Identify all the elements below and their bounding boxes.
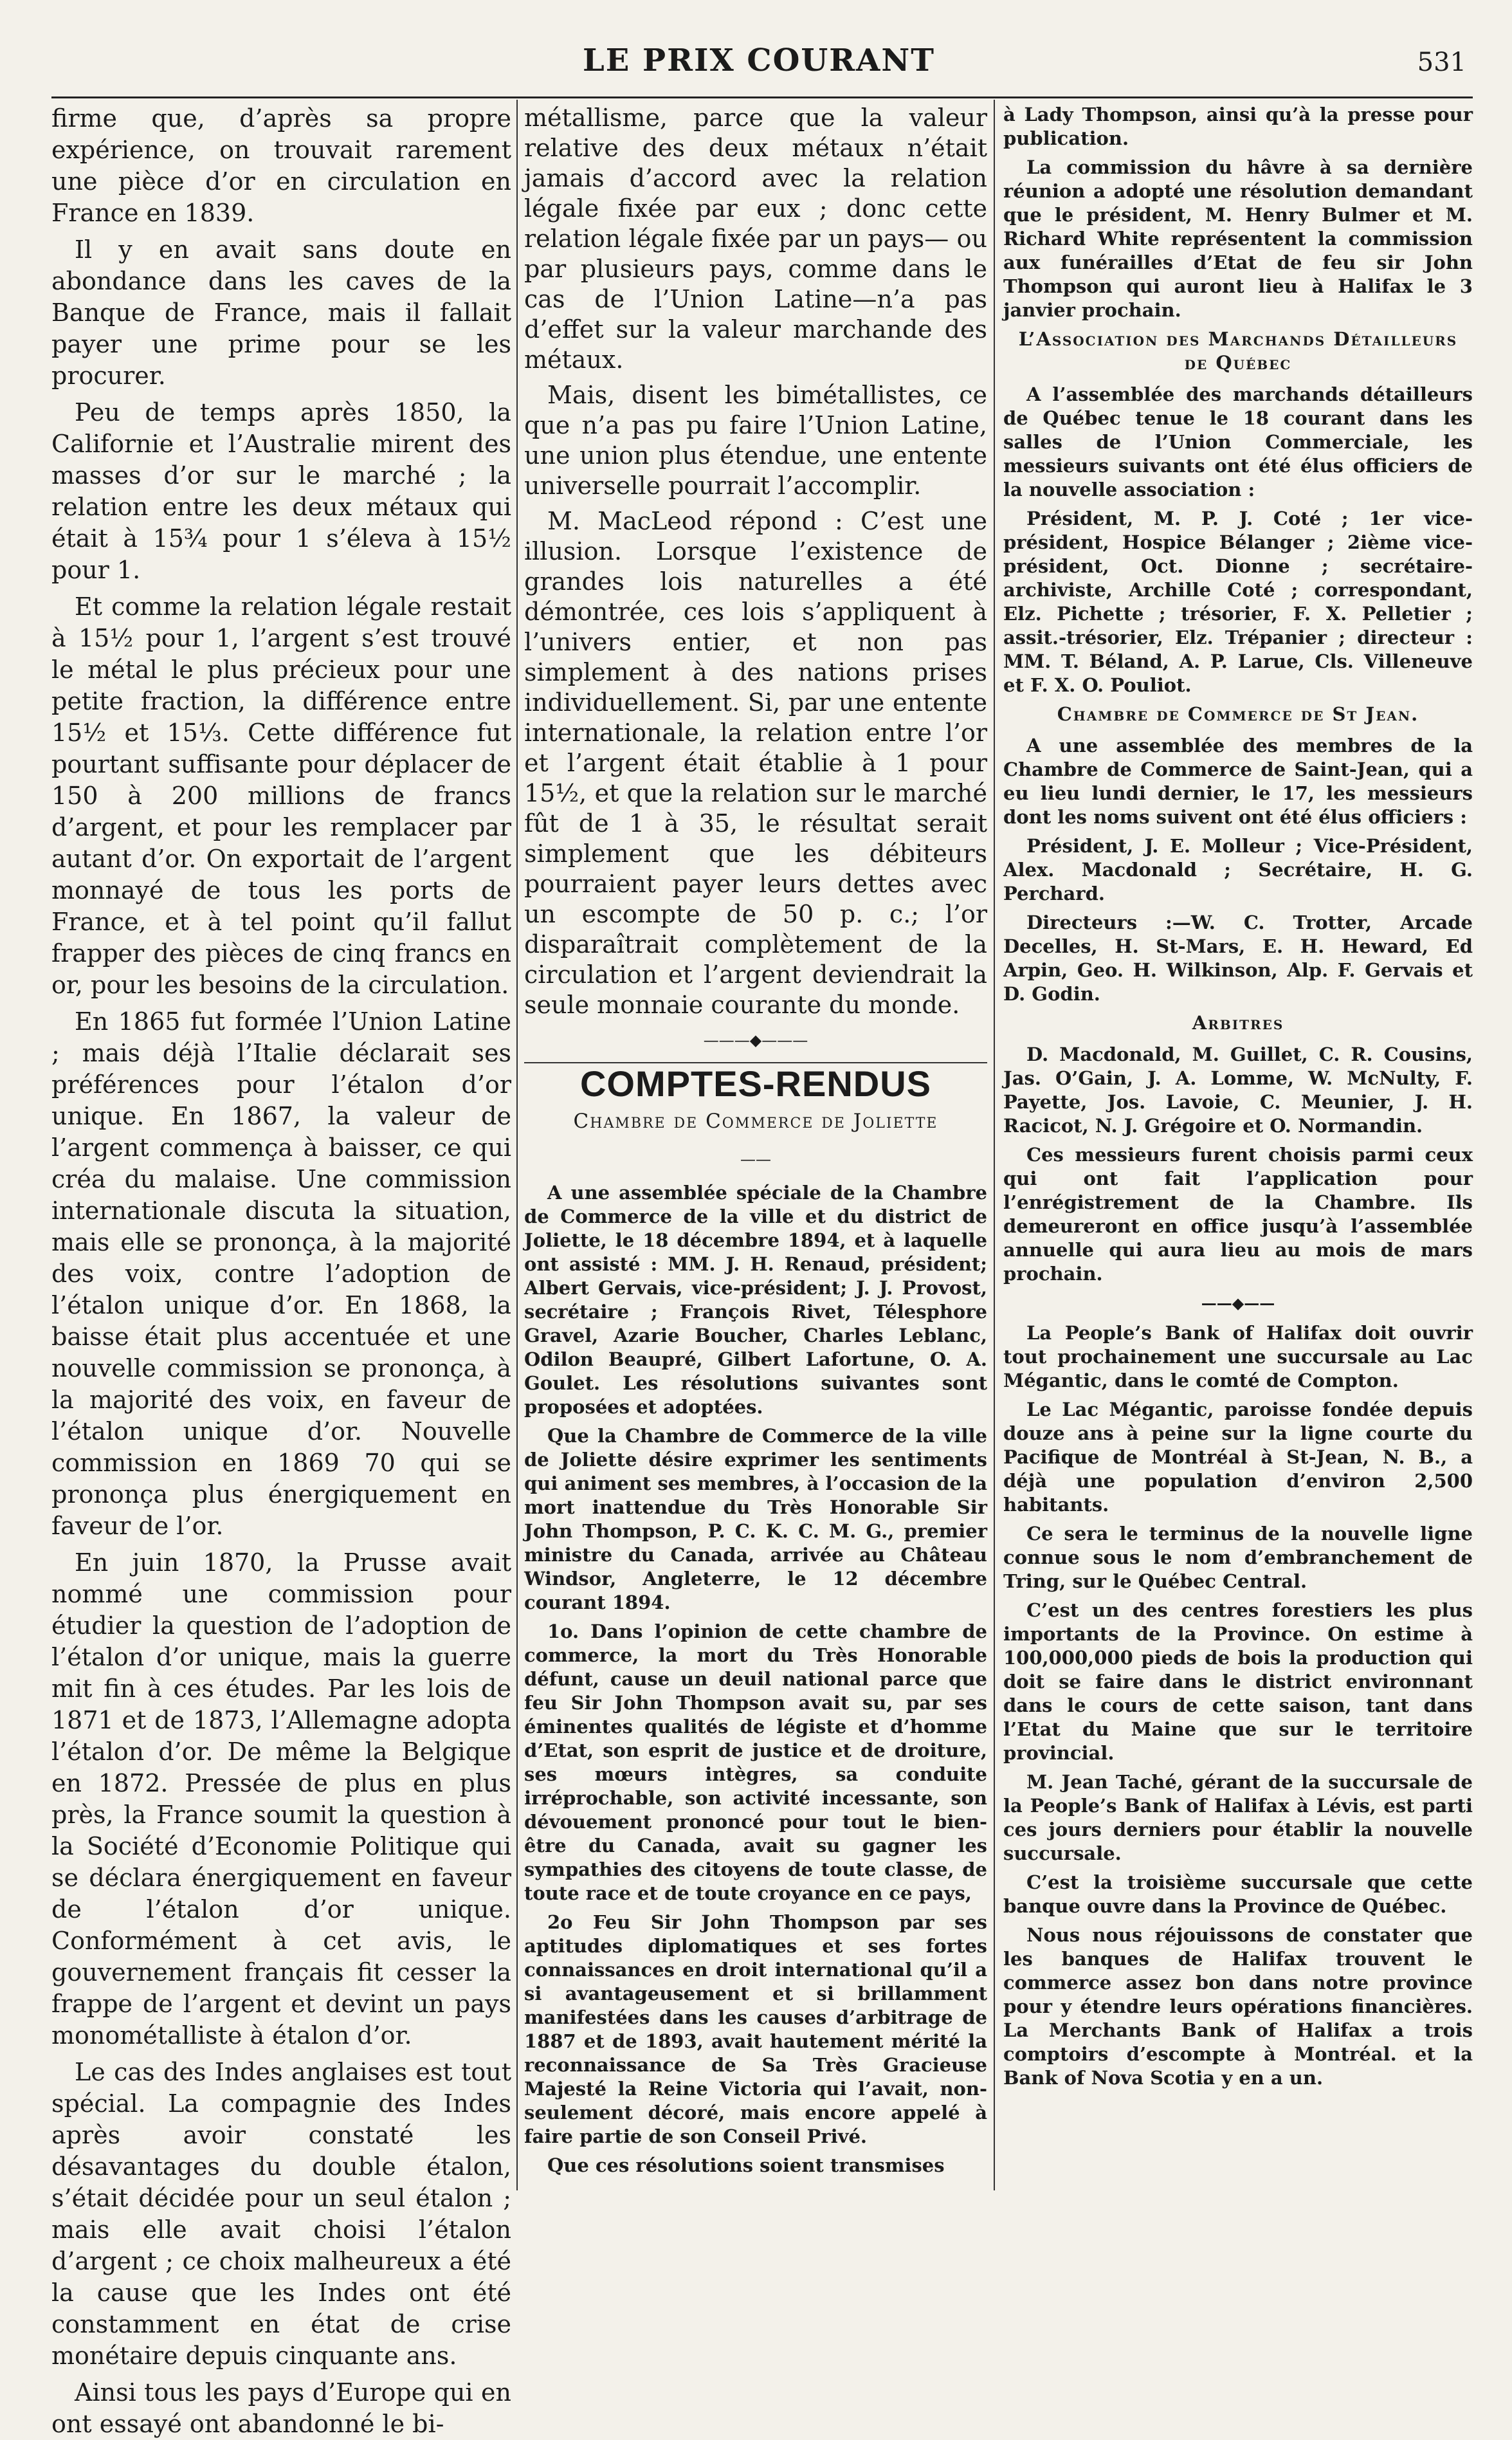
- paragraph: C’est un des centres forestiers les plus importants de la Province. On estime à 100,000,000 pieds de bois la production qui doit se faire dans le district environnant dans le cours de cette saison, tant dans l’Etat du Maine que sur le territoire provincial.: [1003, 1599, 1473, 1764]
- paragraph: Et comme la relation légale restait à 15½ pour 1, l’argent s’est trouvé le métal le plus précieux pour une petite fraction, la différence entre 15½ et 15⅓. Cette différence fut pourtant suffisante pour déplacer de 150 à 200 millions de francs d’argent, et pour les remplacer par autant d’or. On exportait de l’argent monnayé de tous les ports de France, et à tel point qu’il fallut frapper des pièces de cinq francs en or, pour les besoins de la circulation.: [51, 592, 511, 999]
- paragraph: En juin 1870, la Prusse avait nommé une commission pour étudier la question de l’adoption de l’étalon d’or unique, mais la guerre mit fin à ces études. Par les lois de 1871 et de 1873, l’Allemagne adopta l’étalon d’or. De même la Belgique en 1872. Pressée de plus en plus près, la France soumit la question à la Société d’Economie Politique qui se déclara énergiquement en faveur de l’étalon d’or unique. Conformément à cet avis, le gouvernement français fit cesser la frappe de l’argent et devint un pays monométalliste à étalon d’or.: [51, 1548, 511, 2050]
- divider-ornament: ———◆———: [703, 1031, 808, 1049]
- paragraph: C’est la troisième succursale que cette banque ouvre dans la Province de Québec.: [1003, 1871, 1473, 1917]
- paragraph: Peu de temps après 1850, la Californie et l’Australie mirent des masses d’or sur le marché ; la relation entre les deux métaux qui était à 15¾ pour 1 s’éleva à 15½ pour 1.: [51, 398, 511, 584]
- paragraph: A une assemblée spéciale de la Chambre de Commerce de la ville et du district de Joliette, le 18 décembre 1894, et à laquelle ont assisté : MM. J. H. Renaud, président; Albert Gervais, vice-président; J. J. Provost, secrétaire ; François Rivet, Télesphore Gravel, Azarie Boucher, Charles Leblanc, Odilon Beaupré, Gilbert Lafortune, O. A. Goulet. Les résolutions suivantes sont proposées et adoptées.: [524, 1182, 987, 1418]
- column-1: [51, 103, 511, 2438]
- paragraph: Président, J. E. Molleur ; Vice-Président, Alex. Macdonald ; Secrétaire, H. G. Perchard.: [1003, 835, 1473, 904]
- subsection-title: Arbitres: [1192, 1012, 1284, 1034]
- page-number: 531: [1417, 48, 1466, 77]
- column-divider-1: [516, 100, 518, 2190]
- paragraph: Le Lac Mégantic, paroisse fondée depuis douze ans à peine sur la ligne courte du Pacifique de Montréal à St-Jean, N. B., a déjà une population d’environ 2,500 habitants.: [1003, 1399, 1473, 1516]
- paragraph: 2o Feu Sir John Thompson par ses aptitudes diplomatiques et ses fortes connaissances en droit international qu’il a si avantageusement et si brillamment manifestées dans les causes d’arbitrage de 1887 et de 1893, avait hautement mérité la reconnaissance de Sa Très Gracieuse Majesté la Reine Victoria qui l’avait, non-seulement décoré, mais encore appelé à faire partie de son Conseil Privé.: [524, 1911, 987, 2147]
- section-title: COMPTES-RENDUS: [524, 1062, 987, 1099]
- paragraph: En 1865 fut formée l’Union Latine ; mais déjà l’Italie déclarait ses préférences pour l’étalon d’or unique. En 1867, la valeur de l’argent commença à baisser, ce qui créa du malaise. Une commission internationale discuta la situation, mais elle se prononça, à la majorité des voix, contre l’adoption de l’étalon unique d’or. En 1868, la baisse était plus accentuée et une nouvelle commission se prononça, à la majorité des voix, en faveur de l’étalon unique d’or. Nouvelle commission en 1869 70 qui se prononça plus énergiquement en faveur de l’or.: [51, 1007, 511, 1540]
- paragraph: Que la Chambre de Commerce de la ville de Joliette désire exprimer les sentiments qui animent ses membres, à l’occasion de la mort inattendue du Très Honorable Sir John Thompson, P. C. K. C. M. G., premier ministre du Canada, arrivée au Château Windsor, Angleterre, le 12 décembre courant 1894.: [524, 1425, 987, 1613]
- paragraph: Il y en avait sans doute en abondance dans les caves de la Banque de France, mais il fallait payer une prime pour se les procurer.: [51, 235, 511, 390]
- journal-title: LE PRIX COURANT: [582, 42, 936, 78]
- subsection-title: Chambre de Commerce de St Jean.: [1057, 703, 1419, 725]
- paragraph: 1o. Dans l’opinion de cette chambre de commerce, la mort du Très Honorable défunt, cause un deuil national parce que feu Sir John Thompson avait su, par ses éminentes qualités de légiste et d’homme d’Etat, son esprit de justice et de droiture, ses mœurs intègres, sa conduite irréprochable, son activité incessante, son dévouement prononcé pour tout le bien-être du Canada, avait su gagner les sympathies des citoyens de toute classe, de toute race et de toute croyance en ce pays,: [524, 1620, 987, 1904]
- column-3: [1003, 103, 1473, 2190]
- paragraph: M. Jean Taché, gérant de la succursale de la People’s Bank of Halifax à Lévis, est parti ces jours derniers pour établir la nouvelle succursale.: [1003, 1771, 1473, 1864]
- paragraph: M. MacLeod répond : C’est une illusion. Lorsque l’existence de grandes lois naturelles a été démontrée, ces lois s’appliquent à l’univers entier, et non pas simplement à des nations prises individuellement. Si, par une entente internationale, la relation entre l’or et l’argent était établie à 1 pour 15½, et que la relation sur le marché fût de 1 à 35, le résultat serait simplement que les débiteurs pourraient payer leurs dettes avec un escompte de 50 p. c.; l’or disparaîtrait complètement de la circulation et l’argent deviendrait la seule monnaie courante du monde.: [524, 507, 987, 1019]
- paragraph: Ainsi tous les pays d’Europe qui en ont essayé ont abandonné le bi-: [51, 2378, 511, 2438]
- divider-ornament: ——◆——: [1201, 1294, 1275, 1312]
- header-rule: [51, 96, 1473, 98]
- paragraph: Ce sera le terminus de la nouvelle ligne connue sous le nom d’embranchement de Tring, sur le Québec Central.: [1003, 1523, 1473, 1592]
- page-header: [51, 39, 1466, 90]
- paragraph: La commission du hâvre à sa dernière réunion a adopté une résolution demandant que le président, M. Henry Bulmer et M. Richard White représentent la commission aux funérailles d’Etat de feu sir John Thompson qui auront lieu à Halifax le 3 janvier prochain.: [1003, 156, 1473, 321]
- paragraph: Directeurs :—W. C. Trotter, Arcade Decelles, H. St-Mars, E. H. Heward, Ed Arpin, Geo. H. Wilkinson, Alp. F. Gervais et D. Godin.: [1003, 912, 1473, 1005]
- paragraph: firme que, d’après sa propre expérience, on trouvait rarement une pièce d’or en circulation en France en 1839.: [51, 104, 511, 227]
- paragraph: Ces messieurs furent choisis parmi ceux qui ont fait l’application pour l’enrégistrement de la Chambre. Ils demeureront en office jusqu’à l’assemblée annuelle qui aura lieu au mois de mars prochain.: [1003, 1144, 1473, 1285]
- paragraph: A l’assemblée des marchands détailleurs de Québec tenue le 18 courant dans les salles de l’Union Commerciale, les messieurs suivants ont été élus officiers de la nouvelle association :: [1003, 383, 1473, 500]
- paragraph: métallisme, parce que la valeur relative des deux métaux n’était jamais d’accord avec la relation légale fixée par eux ; donc cette relation légale fixée par un pays— ou par plusieurs pays, comme dans le cas de l’Union Latine—n’a pas d’effet sur la valeur marchande des métaux.: [524, 104, 987, 374]
- paragraph: Le cas des Indes anglaises est tout spécial. La compagnie des Indes après avoir constaté les désavantages du double étalon, s’était décidée pour un seul étalon ; mais elle avait choisi l’étalon d’argent ; ce choix malheureux a été la cause que les Indes ont été constamment en état de crise monétaire depuis cinquante ans.: [51, 2058, 511, 2370]
- paragraph: A une assemblée des membres de la Chambre de Commerce de Saint-Jean, qui a eu lieu lundi dernier, le 17, les messieurs dont les noms suivent ont été élus officiers :: [1003, 735, 1473, 828]
- paragraph: D. Macdonald, M. Guillet, C. R. Cousins, Jas. O’Gain, J. A. Lomme, W. McNulty, F. Payette, Jos. Lavoie, C. Meunier, J. H. Racicot, N. J. Grégoire et O. Normandin.: [1003, 1043, 1473, 1137]
- paragraph: Président, M. P. J. Coté ; 1er vice-président, Hospice Bélanger ; 2ième vice-président, Oct. Dionne ; secrétaire-archiviste, Archille Coté ; correspondant, Elz. Pichette ; trésorier, F. X. Pelletier ; assit.-trésorier, Elz. Trépanier ; directeur : MM. T. Béland, A. P. Larue, Cls. Villeneuve et F. X. O. Pouliot.: [1003, 508, 1473, 696]
- paragraph: Que ces résolutions soient transmises: [547, 2154, 945, 2176]
- column-divider-2: [994, 100, 995, 2190]
- paragraph: Mais, disent les bimétallistes, ce que n’a pas pu faire l’Union Latine, une union plus étendue, une entente universelle pourrait l’accomplir.: [524, 381, 987, 500]
- paragraph: Nous nous réjouissons de constater que les banques de Halifax trouvent le commerce assez bon dans notre province pour y étendre leurs opérations financières. La Merchants Bank of Halifax a trois comptoirs d’escompte à Montréal. et la Bank of Nova Scotia y en a un.: [1003, 1924, 1473, 2089]
- subsection-title: L’Association des Marchands Détailleurs de Québec: [1018, 328, 1458, 374]
- column-2: [524, 103, 987, 2190]
- paragraph: à Lady Thompson, ainsi qu’à la presse pour publication.: [1003, 104, 1473, 149]
- paragraph: La People’s Bank of Halifax doit ouvrir tout prochainement une succursale au Lac Mégantic, dans le comté de Compton.: [1003, 1322, 1473, 1391]
- short-rule: ——: [740, 1150, 771, 1168]
- subsection-title: Chambre de Commerce de Joliette: [573, 1110, 938, 1133]
